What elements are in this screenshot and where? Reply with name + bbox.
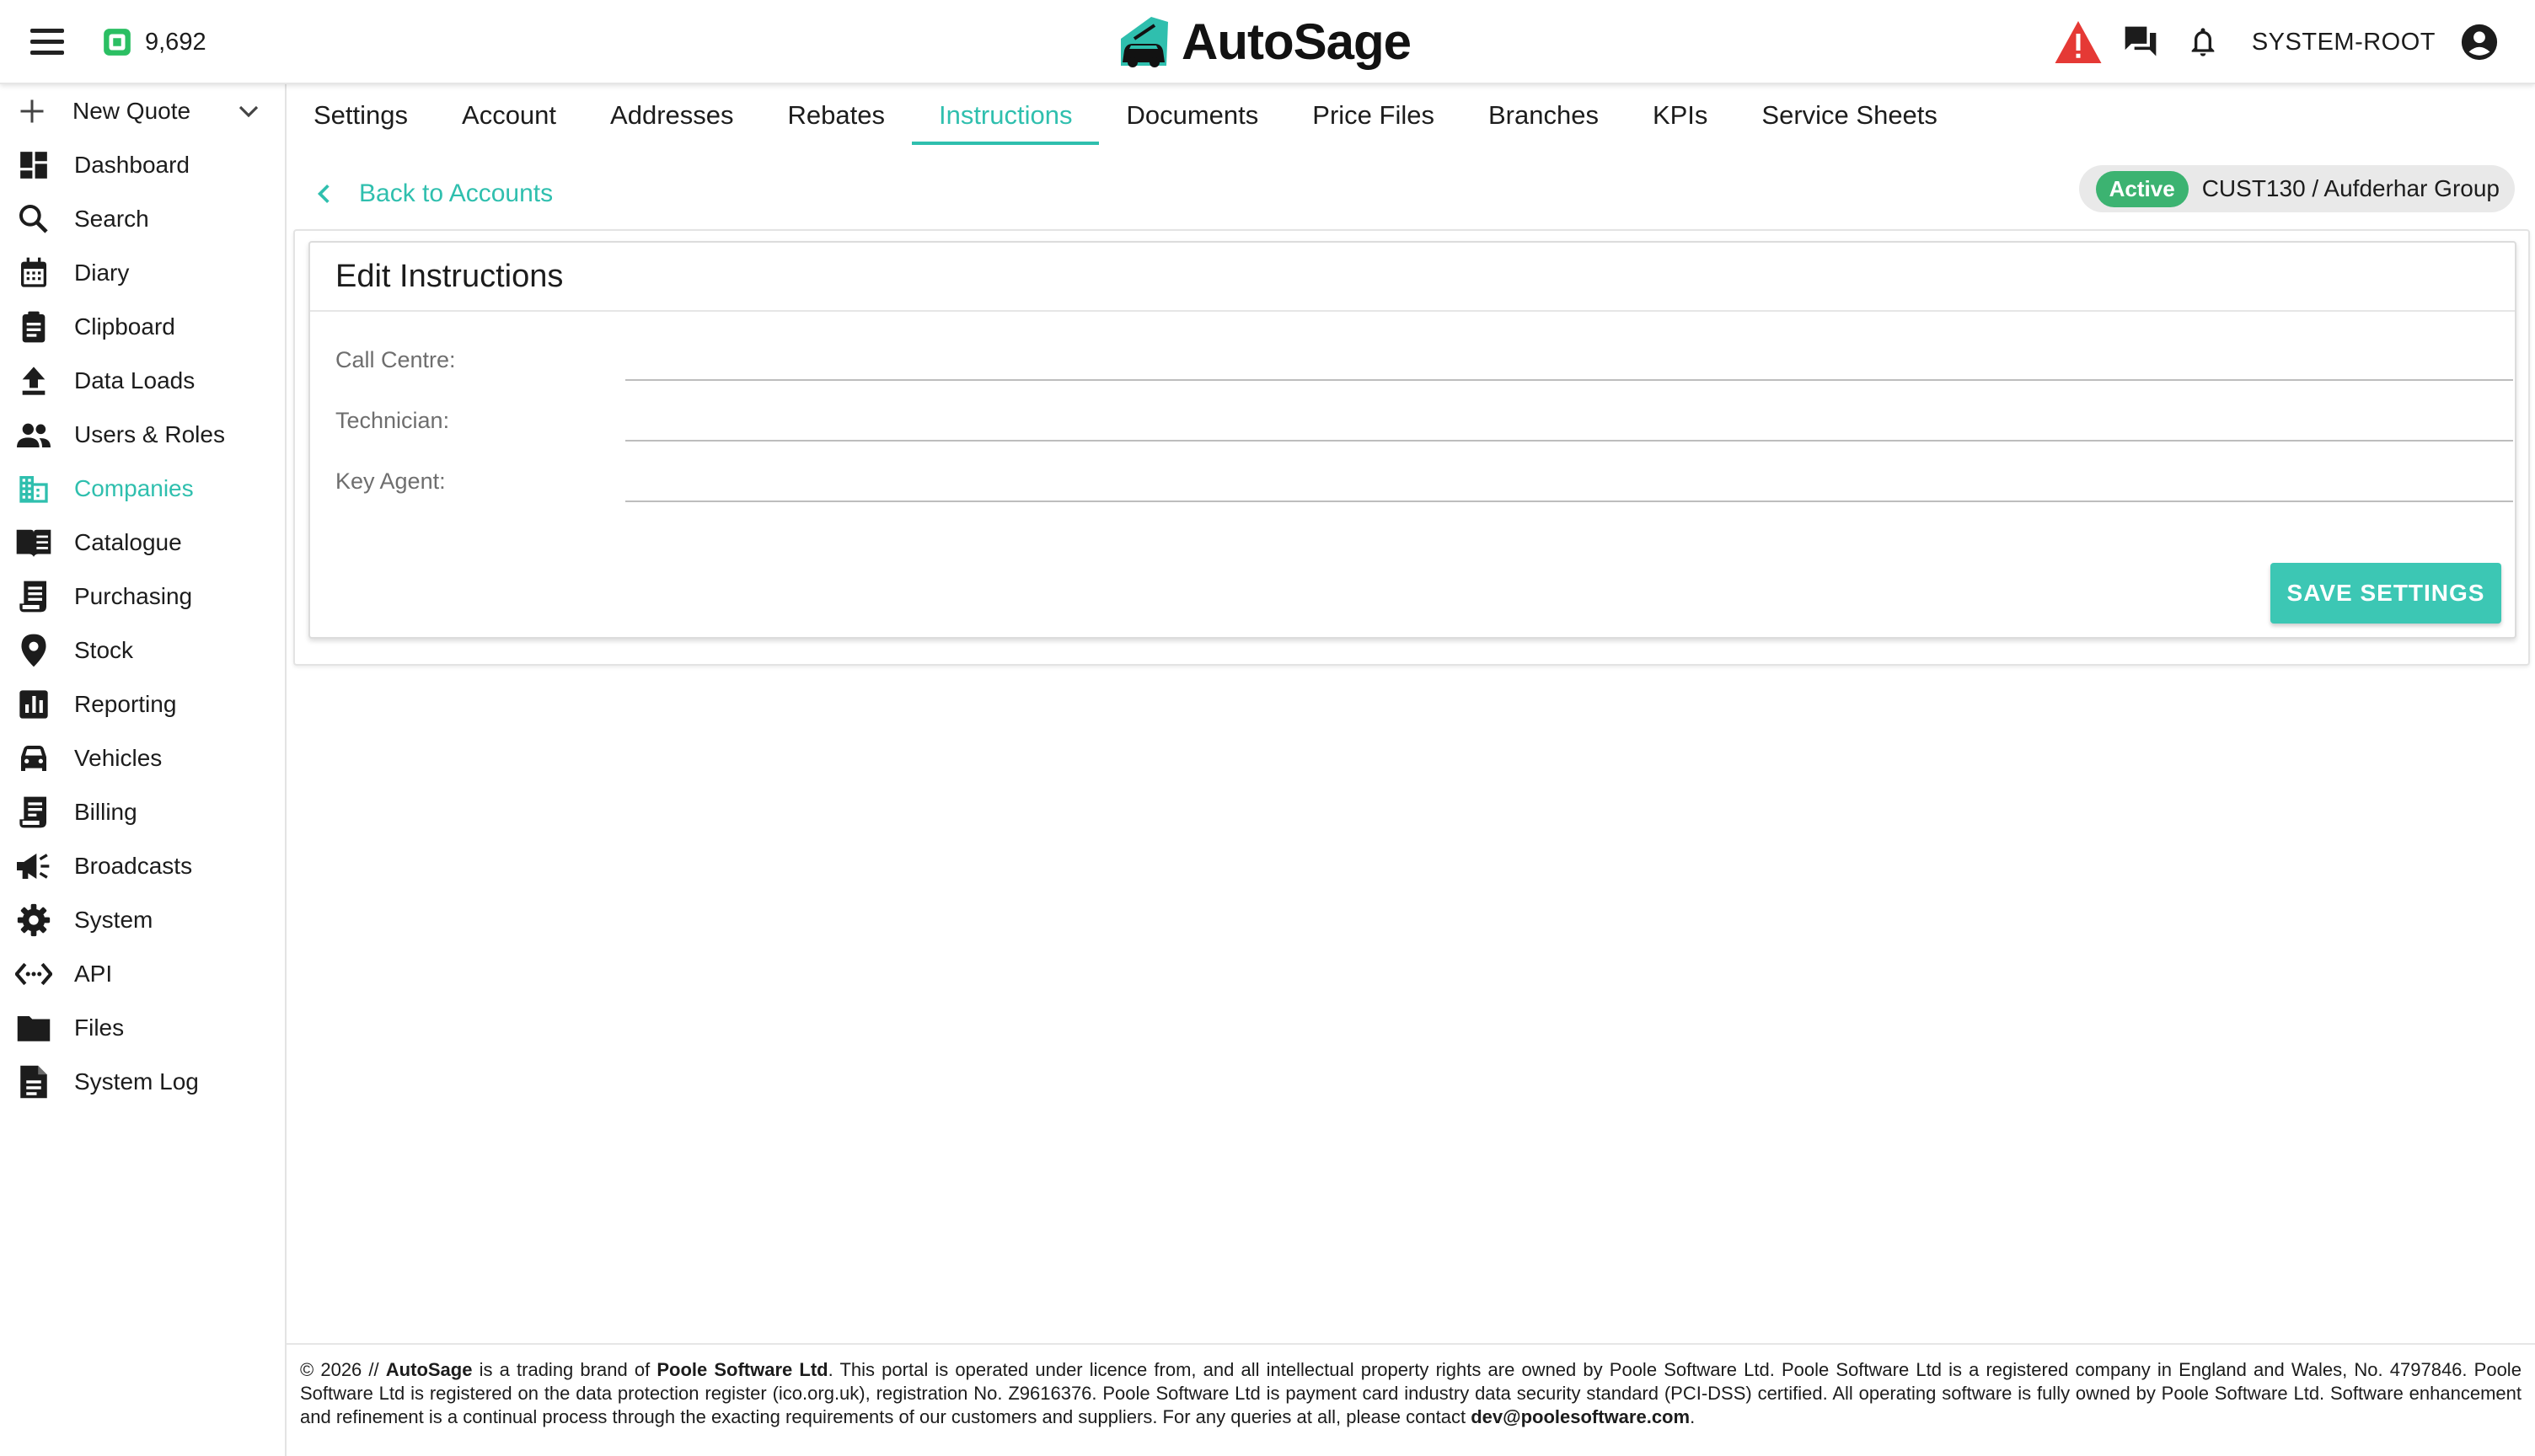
technician-label: Technician: — [335, 408, 450, 433]
technician-row — [335, 394, 2493, 455]
sidebar-item-label: Clipboard — [74, 313, 175, 340]
sidebar-item-companies[interactable] — [0, 462, 285, 516]
tab-documents[interactable]: Documents — [1126, 100, 1259, 130]
tab-account[interactable]: Account — [462, 100, 557, 130]
sidebar-item-label: Purchasing — [74, 583, 193, 609]
sidebar-item-label: Vehicles — [74, 745, 163, 771]
search-icon — [15, 201, 52, 238]
tab-price-files[interactable]: Price Files — [1312, 100, 1434, 130]
back-to-accounts-link[interactable] — [314, 175, 553, 212]
sidebar-item-label: Reporting — [74, 691, 177, 717]
sidebar-item-system[interactable] — [0, 893, 285, 947]
menu-icon[interactable] — [30, 29, 64, 56]
book-icon — [15, 524, 52, 561]
receipt-icon — [15, 578, 52, 615]
credits-display[interactable] — [101, 24, 206, 61]
credits-count: 9,692 — [145, 28, 206, 56]
sidebar-item-search[interactable] — [0, 192, 285, 246]
tab-kpis[interactable]: KPIs — [1652, 100, 1708, 130]
footer-brand: AutoSage — [385, 1359, 473, 1380]
footer-email-link[interactable]: dev@poolesoftware.com — [1471, 1406, 1691, 1427]
sidebar-item-users-roles[interactable] — [0, 408, 285, 462]
sidebar-item-system-log[interactable] — [0, 1055, 285, 1109]
sidebar-item-label: System — [74, 907, 153, 933]
warning-icon[interactable] — [2053, 17, 2104, 67]
sidebar-item-label: Diary — [74, 260, 130, 286]
sidebar-item-label: Broadcasts — [74, 853, 193, 879]
edit-instructions-card — [308, 241, 2516, 639]
tab-branches[interactable]: Branches — [1487, 100, 1599, 130]
account-circle-icon[interactable] — [2454, 17, 2505, 67]
brand-logo[interactable] — [1117, 7, 1411, 76]
clipboard-icon — [15, 308, 52, 345]
save-settings-button[interactable]: SAVE SETTINGS — [2270, 563, 2501, 624]
sidebar-item-billing[interactable] — [0, 785, 285, 839]
new-quote-label: New Quote — [72, 98, 191, 124]
folder-icon — [15, 1009, 52, 1046]
megaphone-icon — [15, 848, 52, 885]
sidebar-item-label: System Log — [74, 1068, 199, 1095]
key-agent-row — [335, 455, 2493, 516]
footer-text-2: . This portal is operated under licence from, and all intellectual property rights are owned by Poole Software Ltd. Poole Software Ltd is a registered company in England and Wales, No. 4797846. Poole Software Ltd is registered on the data protection register (ico.org.uk), registration No. Z9616376. Poole Software Ltd is payment card industry data security standard (PCI-DSS) certified. All operating software is fully owned by Poole Software Ltd. Software enhancement and refinement is a continual process through the exacting requirements of our customers and suppliers. For any queries at all, please contact — [300, 1359, 2522, 1427]
tab-addresses[interactable]: Addresses — [610, 100, 734, 130]
call-centre-label: Call Centre: — [335, 347, 456, 372]
api-icon — [15, 956, 52, 993]
chevron-down-icon[interactable] — [236, 99, 261, 124]
sidebar-item-label: Dashboard — [74, 152, 190, 178]
sidebar-item-reporting[interactable] — [0, 677, 285, 731]
sidebar-item-label: Stock — [74, 637, 134, 663]
invoice-icon — [15, 794, 52, 831]
new-quote-button[interactable] — [0, 84, 285, 138]
tab-settings[interactable]: Settings — [314, 100, 409, 130]
plus-icon — [17, 96, 47, 126]
location-pin-icon — [15, 632, 52, 669]
sidebar-item-api[interactable] — [0, 947, 285, 1001]
car-logo-icon — [1117, 13, 1170, 69]
footer-company: Poole Software Ltd — [657, 1359, 828, 1380]
bar-chart-icon — [15, 686, 52, 723]
document-icon — [15, 1063, 52, 1100]
sidebar-item-label: Search — [74, 206, 149, 232]
tab-rebates[interactable]: Rebates — [787, 100, 885, 130]
sidebar-item-label: Billing — [74, 799, 137, 825]
top-bar — [0, 0, 2535, 84]
sidebar-item-purchasing[interactable] — [0, 570, 285, 624]
sidebar-item-catalogue[interactable] — [0, 516, 285, 570]
footer-text-1: is a trading brand of — [479, 1359, 651, 1380]
tab-service-sheets[interactable]: Service Sheets — [1761, 100, 1937, 130]
sidebar-item-diary[interactable] — [0, 246, 285, 300]
sidebar-item-data-loads[interactable] — [0, 354, 285, 408]
footer-copyright: © 2026 // — [300, 1359, 379, 1380]
car-icon — [15, 740, 52, 777]
technician-input[interactable] — [625, 399, 2513, 442]
credits-icon — [101, 26, 133, 58]
sidebar-item-broadcasts[interactable] — [0, 839, 285, 893]
sidebar-item-vehicles[interactable] — [0, 731, 285, 785]
tab-instructions[interactable]: Instructions — [912, 84, 1100, 147]
sidebar-item-files[interactable] — [0, 1001, 285, 1055]
chat-icon[interactable] — [2115, 17, 2166, 67]
customer-chip — [2079, 165, 2515, 212]
status-badge: Active — [2096, 171, 2189, 207]
sidebar-item-label: API — [74, 961, 113, 987]
sidebar-item-clipboard[interactable] — [0, 300, 285, 354]
gear-icon — [15, 902, 52, 939]
sidebar-item-label: Catalogue — [74, 529, 182, 555]
customer-name: CUST130 / Aufderhar Group — [2201, 175, 2500, 201]
sidebar-item-label: Companies — [74, 475, 194, 501]
dashboard-icon — [15, 147, 52, 184]
key-agent-input[interactable] — [625, 460, 2513, 502]
chevron-left-icon — [314, 181, 335, 206]
people-icon — [15, 416, 52, 453]
call-centre-input[interactable] — [625, 339, 2513, 381]
sidebar — [0, 84, 287, 1456]
building-icon — [15, 470, 52, 507]
account-tabs — [287, 84, 1964, 147]
call-centre-row — [335, 334, 2493, 394]
sidebar-item-stock[interactable] — [0, 624, 285, 677]
card-title: Edit Instructions — [310, 243, 2515, 312]
back-link-label: Back to Accounts — [359, 179, 554, 207]
footer-end: . — [1690, 1406, 1696, 1427]
username[interactable]: SYSTEM-ROOT — [2251, 28, 2436, 56]
sidebar-item-label: Files — [74, 1014, 125, 1041]
bell-icon[interactable] — [2178, 17, 2228, 67]
key-agent-label: Key Agent: — [335, 468, 446, 494]
calendar-icon — [15, 254, 52, 292]
sidebar-item-dashboard[interactable] — [0, 138, 285, 192]
top-right-actions — [2041, 15, 2505, 69]
brand-name: AutoSage — [1182, 13, 1412, 70]
sidebar-item-label: Data Loads — [74, 367, 196, 393]
sidebar-item-label: Users & Roles — [74, 421, 225, 447]
footer — [287, 1343, 2535, 1456]
upload-icon — [15, 362, 52, 399]
